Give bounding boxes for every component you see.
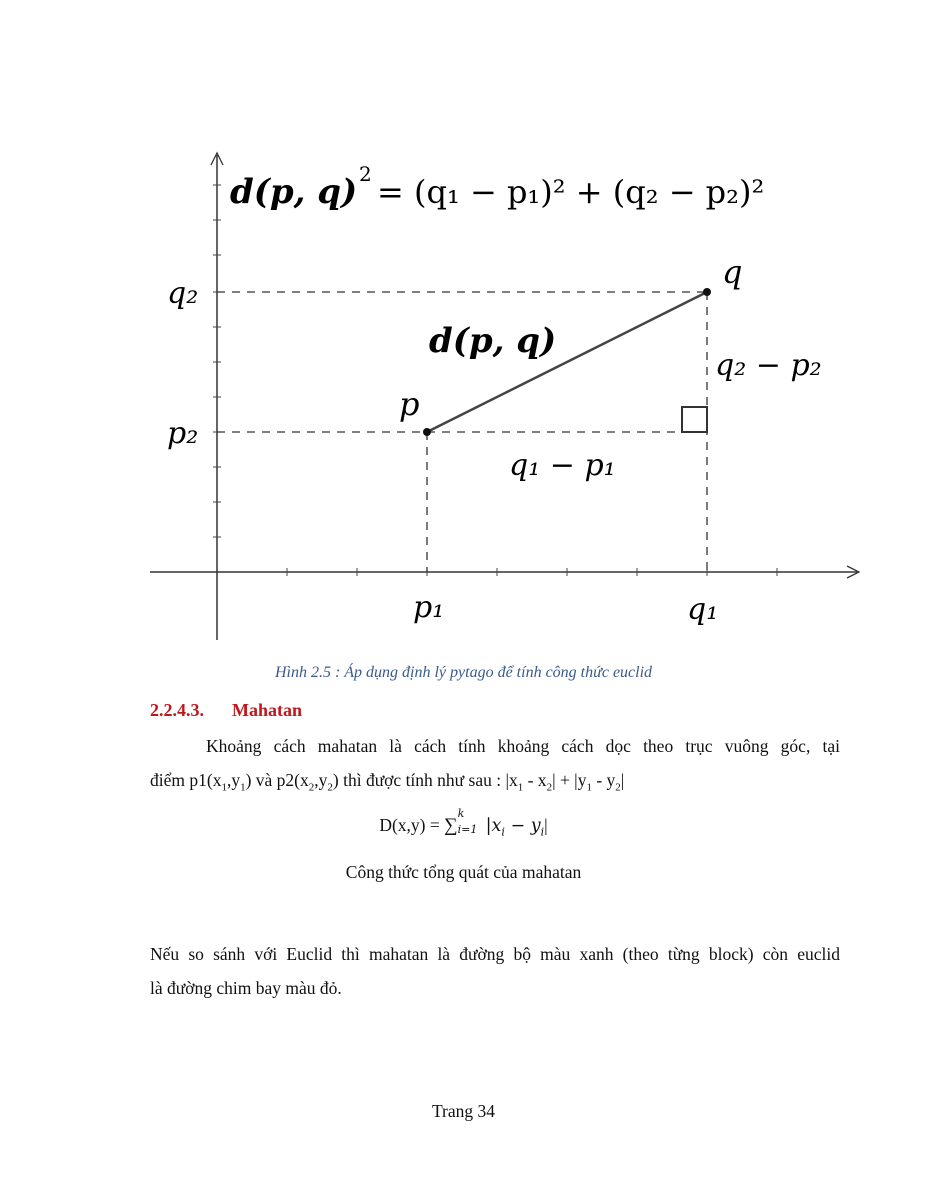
figure-formula-lhs: d(p, q) bbox=[230, 172, 358, 212]
paragraph-definition bbox=[150, 729, 840, 805]
section-number: 2.2.4.3. bbox=[150, 700, 204, 720]
figure-caption: Hình 2.5 : Áp dụng định lý pytago để tính công thức euclid bbox=[274, 664, 653, 681]
sum-symbol: ∑ bbox=[444, 815, 458, 836]
label-vertical-difference: q₂ − p₂ bbox=[715, 348, 822, 383]
paragraph-line-1: Khoảng cách mahatan là cách tính khoảng cách dọc theo trục vuông góc, tại bbox=[206, 736, 840, 756]
section-title: Mahatan bbox=[232, 700, 303, 720]
euclid-pythagoras-figure bbox=[145, 145, 865, 645]
paragraph-comparison bbox=[150, 937, 840, 1005]
label-p2: p₂ bbox=[167, 416, 199, 451]
paragraph2-line-1: Nếu so sánh với Euclid thì mahatan là đường bộ màu xanh (theo từng block) còn euclid bbox=[150, 944, 840, 964]
paragraph-line-2: điểm $p1(x_1,y_1)$ và $p2(x_2,y_2)$ thì được tính như sau : $|x_1 - x_2| + |y_1 - y_2|$ bbox=[150, 770, 625, 794]
right-angle-marker bbox=[682, 407, 707, 432]
section-heading bbox=[150, 700, 302, 721]
label-q1: q₁ bbox=[687, 592, 719, 627]
label-p1: p₁ bbox=[413, 590, 445, 625]
figure-formula-rhs: = (q₁ − p₁)² + (q₂ − p₂)² bbox=[377, 173, 765, 211]
label-distance: d(p, q) bbox=[429, 321, 557, 361]
point-p bbox=[423, 428, 431, 436]
label-horizontal-difference: q₁ − p₁ bbox=[509, 448, 616, 483]
distance-segment bbox=[427, 292, 707, 432]
figure-formula-lhs-exponent: 2 bbox=[359, 162, 372, 186]
point-q bbox=[703, 288, 711, 296]
label-q: q bbox=[722, 253, 743, 291]
formula-caption: Công thức tổng quát của mahatan bbox=[345, 862, 582, 882]
paragraph2-line-2: là đường chim bay màu đỏ. bbox=[150, 978, 342, 998]
manhattan-formula: D(x,y) = ∑ k i=1 $|x_i - y_i|$ bbox=[379, 807, 548, 839]
axis-ticks bbox=[213, 185, 777, 576]
label-q2: q₂ bbox=[167, 276, 199, 311]
label-p: p bbox=[399, 385, 420, 423]
page-number: Trang 34 bbox=[431, 1101, 496, 1121]
